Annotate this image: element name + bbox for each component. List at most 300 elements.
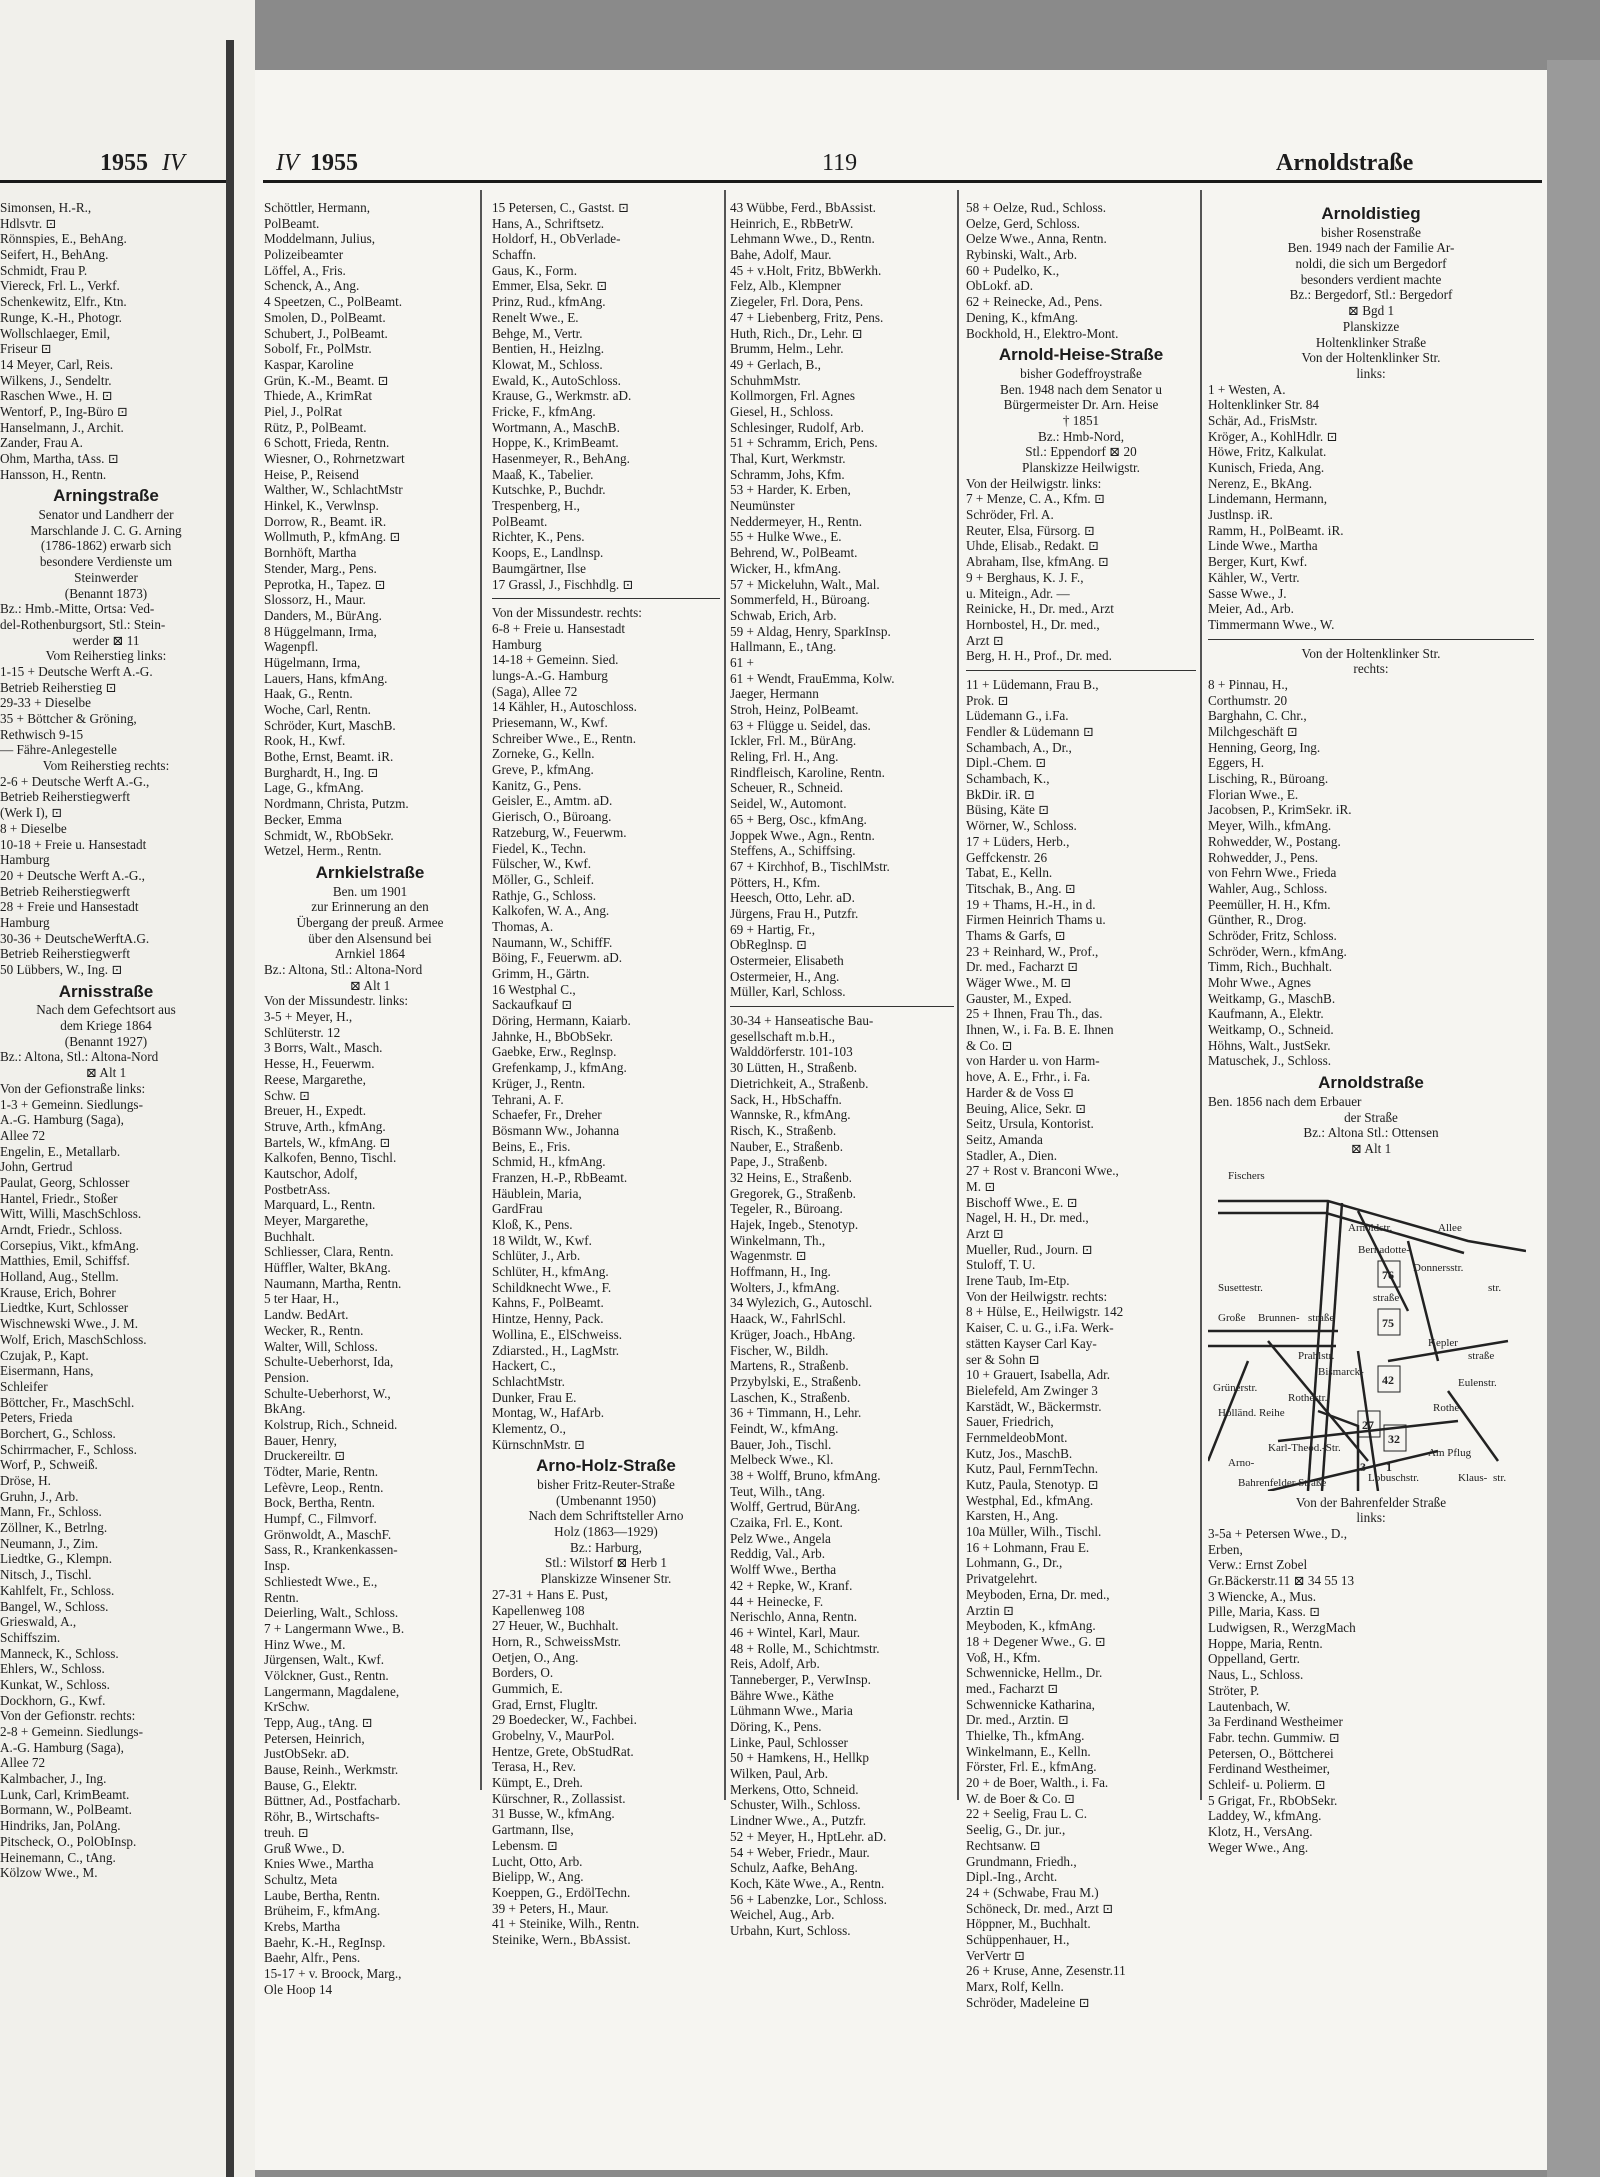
resident-entry: 1-3 + Gemeinn. Siedlungs-	[0, 1096, 143, 1112]
resident-entry: Trespenberg, H.,	[492, 498, 580, 514]
resident-entry: Rohwedder, J., Pens.	[1208, 849, 1319, 865]
resident-entry: PostbetrAss.	[264, 1181, 331, 1197]
resident-entry: Raschen Wwe., H. ⊡	[0, 388, 113, 404]
resident-entry: Manneck, K., Schloss.	[0, 1645, 119, 1661]
resident-entry: 14-18 + Gemeinn. Sied.	[492, 652, 619, 668]
map-label: str.	[1493, 1471, 1507, 1484]
resident-entry: Grönwoldt, A., MaschF.	[264, 1526, 392, 1542]
resident-entry: Klementz, O.,	[492, 1420, 566, 1436]
resident-entry: Bothe, Ernst, Beamt. iR.	[264, 749, 394, 765]
resident-entry: Bause, G., Elektr.	[264, 1777, 358, 1793]
resident-entry: Koeppen, G., ErdölTechn.	[492, 1884, 631, 1900]
resident-entry: Hansson, H., Rentn.	[0, 466, 107, 482]
resident-entry: 4 Speetzen, C., PolBeamt.	[264, 294, 403, 310]
resident-entry: Struve, Arth., kfmAng.	[264, 1118, 386, 1134]
resident-entry: Hoffmann, H., Ing.	[730, 1264, 831, 1280]
resident-entry: Witt, Willi, MaschSchloss.	[0, 1206, 142, 1222]
resident-entry: 30-34 + Hanseatische Bau-	[730, 1013, 874, 1029]
resident-entry: 16 Westphal C.,	[492, 981, 576, 997]
running-head: Arnoldstraße	[1276, 150, 1414, 176]
map-house-number: 76	[1382, 1267, 1394, 1282]
resident-entry: Schulz, Aafke, BehAng.	[730, 1860, 858, 1876]
listing-column-3	[730, 200, 954, 1939]
resident-entry: Tehrani, A. F.	[492, 1091, 564, 1107]
street-note: Planskizze Winsener Str.	[540, 1571, 672, 1587]
resident-entry: Tabat, E., Kelln.	[966, 865, 1053, 881]
map-label: Susettestr.	[1218, 1281, 1263, 1294]
resident-entry: Allee 72	[0, 1127, 46, 1143]
resident-entry: Dr. med., Arztin. ⊡	[966, 1712, 1069, 1728]
resident-entry: Wollina, E., ElSchweiss.	[492, 1326, 623, 1342]
resident-entry: Bartels, W., kfmAng. ⊡	[264, 1134, 391, 1150]
resident-entry: Schröder, Madeleine ⊡	[966, 1994, 1090, 2010]
resident-entry: Wahler, Aug., Schloss.	[1208, 880, 1328, 896]
resident-entry: Beuing, Alice, Sekr. ⊡	[966, 1100, 1087, 1116]
resident-entry: Liedtke, G., Klempn.	[0, 1551, 113, 1567]
resident-entry: Breuer, H., Expedt.	[264, 1103, 367, 1119]
resident-entry: Hüffler, Walter, BkAng.	[264, 1260, 391, 1276]
resident-entry: Bause, Reinh., Werkmstr.	[264, 1762, 399, 1778]
resident-entry: Polizeibeamter	[264, 247, 344, 263]
resident-entry: Urbahn, Kurt, Schloss.	[730, 1922, 851, 1938]
resident-entry: 8 + Pinnau, H.,	[1208, 676, 1288, 692]
resident-entry: 7 + Langermann Wwe., B.	[264, 1620, 405, 1636]
resident-entry: 39 + Peters, H., Maur.	[492, 1900, 609, 1916]
resident-entry: 6 Schott, Frieda, Rentn.	[264, 435, 390, 451]
resident-entry: Förster, Frl. E., kfmAng.	[966, 1759, 1097, 1775]
resident-entry: Lohmann, G., Dr.,	[966, 1555, 1063, 1571]
resident-entry: Titschak, B., Ang. ⊡	[966, 880, 1076, 896]
listing-column-4	[966, 200, 1196, 2010]
resident-entry: Fischer, W., Bildh.	[730, 1342, 829, 1358]
resident-entry: hove, A. E., Frhr., i. Fa.	[966, 1069, 1091, 1085]
resident-entry: lungs-A.-G. Hamburg	[492, 667, 608, 683]
resident-entry: Wolff, Gertrud, BürAng.	[730, 1499, 861, 1515]
resident-entry: Liedtke, Kurt, Schlosser	[0, 1300, 129, 1316]
resident-entry: Marx, Rolf, Kelln.	[966, 1979, 1064, 1995]
resident-entry: Pille, Maria, Kass. ⊡	[1208, 1604, 1321, 1620]
resident-entry: 52 + Meyer, H., HptLehr. aD.	[730, 1828, 887, 1844]
resident-entry: Meyer, Wilh., kfmAng.	[1208, 818, 1332, 834]
street-note: Nach dem Gefechtsort aus	[36, 1002, 176, 1018]
resident-entry: 56 + Labenzke, Lor., Schloss.	[730, 1891, 887, 1907]
street-note: Holtenklinker Straße	[1315, 334, 1427, 350]
resident-entry: Laschen, K., Straßenb.	[730, 1389, 851, 1405]
street-note: dem Kriege 1864	[60, 1018, 152, 1034]
resident-entry: 8 + Dieselbe	[0, 820, 67, 836]
resident-entry: Schwennicke Katharina,	[966, 1696, 1095, 1712]
street-note: Von der Holtenklinker Str.	[1301, 350, 1441, 366]
right-page-tag: IV	[276, 150, 299, 176]
resident-entry: Müller, Karl, Schloss.	[730, 984, 846, 1000]
street-note: Übergang der preuß. Armee	[296, 914, 444, 930]
resident-entry: Petersen, O., Böttcherei	[1208, 1745, 1334, 1761]
section-divider	[966, 670, 1196, 671]
resident-entry: Schröder, Wern., kfmAng.	[1208, 943, 1347, 959]
resident-entry: Uhde, Elisab., Redakt. ⊡	[966, 538, 1100, 554]
resident-entry: 15-17 + v. Broock, Marg.,	[264, 1966, 402, 1982]
resident-entry: Schlüter, J., Arb.	[492, 1248, 581, 1264]
resident-entry: Koch, Käte Wwe., A., Rentn.	[730, 1875, 885, 1891]
resident-entry: 7 + Menze, C. A., Kfm. ⊡	[966, 491, 1105, 507]
resident-entry: Lindner Wwe., A., Putzfr.	[730, 1813, 867, 1829]
street-note: ⊠ Alt 1	[1350, 1140, 1392, 1156]
resident-entry: 5 Grigat, Fr., RbObSekr.	[1208, 1792, 1338, 1808]
resident-entry: Stuloff, T. U.	[966, 1257, 1036, 1273]
resident-entry: Tödter, Marie, Rentn.	[264, 1464, 379, 1480]
resident-entry: 63 + Flügge u. Seidel, das.	[730, 717, 871, 733]
map-house-number: 1	[1386, 1459, 1392, 1474]
resident-entry: Emmer, Elsa, Sekr. ⊡	[492, 278, 608, 294]
resident-entry: Löffel, A., Fris.	[264, 262, 346, 278]
resident-entry: Winkelmann, Th.,	[730, 1232, 826, 1248]
resident-entry: Simonsen, H.-R.,	[0, 200, 92, 215]
resident-entry: KürnschnMstr. ⊡	[492, 1436, 586, 1452]
resident-entry: Bischoff Wwe., E. ⊡	[966, 1194, 1078, 1210]
resident-entry: Kunisch, Frieda, Ang.	[1208, 460, 1325, 476]
resident-entry: Behrend, W., PolBeamt.	[730, 545, 858, 561]
resident-entry: Hoppe, K., KrimBeamt.	[492, 435, 619, 451]
resident-entry: Dening, K., kfmAng.	[966, 309, 1079, 325]
resident-entry: Henning, Georg, Ing.	[1208, 739, 1321, 755]
resident-entry: Matuschek, J., Schloss.	[1208, 1053, 1332, 1069]
resident-entry: Jacobsen, P., KrimSekr. iR.	[1208, 802, 1352, 818]
resident-entry: Ramm, H., PolBeamt. iR.	[1208, 522, 1344, 538]
resident-entry: Heinrich, E., RbBetrW.	[730, 215, 854, 231]
map-label: Klaus-	[1458, 1471, 1488, 1484]
resident-entry: Weger Wwe., Ang.	[1208, 1839, 1309, 1855]
resident-entry: Von der Gefionstr. rechts:	[0, 1708, 136, 1724]
map-house-number: 32	[1388, 1431, 1400, 1446]
resident-entry: Rentn.	[264, 1589, 299, 1605]
resident-entry: 48 + Rolle, M., Schichtmstr.	[730, 1640, 880, 1656]
resident-entry: Druckereiltr. ⊡	[264, 1448, 346, 1464]
resident-entry: Montag, W., HafArb.	[492, 1405, 605, 1421]
resident-entry: 60 + Pudelko, K.,	[966, 262, 1060, 278]
resident-entry: Barghahn, C. Chr.,	[1208, 708, 1307, 724]
resident-entry: Naumann, Martha, Rentn.	[264, 1275, 402, 1291]
resident-entry: Corsepius, Vikt., kfmAng.	[0, 1237, 139, 1253]
resident-entry: Grad, Ernst, Flugltr.	[492, 1696, 598, 1712]
resident-entry: Jürgens, Frau H., Putzfr.	[730, 905, 859, 921]
resident-entry: Schöttler, Hermann,	[264, 200, 371, 215]
resident-entry: Rönnspies, E., BehAng.	[0, 231, 127, 247]
resident-entry: Lage, G., kfmAng.	[264, 780, 364, 796]
street-note: besondere Verdienste um	[39, 554, 173, 570]
resident-entry: Bentien, H., Heizlng.	[492, 341, 605, 357]
resident-entry: Kahns, F., PolBeamt.	[492, 1295, 604, 1311]
street-note: Bürgermeister Dr. Arn. Heise	[1003, 397, 1159, 413]
resident-entry: Schleifer	[0, 1378, 48, 1394]
resident-entry: 25 + Ihnen, Frau Th., das.	[966, 1006, 1103, 1022]
map-label: Prahlstr.	[1298, 1349, 1335, 1362]
resident-entry: Haak, G., Rentn.	[264, 686, 353, 702]
resident-entry: 10-18 + Freie u. Hansestadt	[0, 836, 147, 852]
resident-entry: Hinkel, K., Verwlnsp.	[264, 498, 379, 514]
resident-entry: Rybinski, Walt., Arb.	[966, 247, 1077, 263]
resident-entry: 16 + Lohmann, Frau E.	[966, 1539, 1090, 1555]
resident-entry: Rohwedder, W., Postang.	[1208, 833, 1341, 849]
resident-entry: Milchgeschäft ⊡	[1208, 724, 1298, 740]
resident-entry: Ehlers, W., Schloss.	[0, 1661, 105, 1677]
street-note: (Umbenannt 1950)	[556, 1492, 656, 1508]
resident-entry: Neddermeyer, H., Rentn.	[730, 513, 863, 529]
resident-entry: Günther, R., Drog.	[1208, 912, 1307, 928]
resident-entry: Lindemann, Hermann,	[1208, 491, 1328, 507]
resident-entry: Westphal, Ed., kfmAng.	[966, 1492, 1094, 1508]
resident-entry: Jahnke, H., BbObSekr.	[492, 1028, 613, 1044]
resident-entry: Brumm, Helm., Lehr.	[730, 341, 844, 357]
resident-entry: Peprotka, H., Tapez. ⊡	[264, 576, 386, 592]
resident-entry: Laddey, W., kfmAng.	[1208, 1808, 1322, 1824]
resident-entry: Gr.Bäckerstr.11 ⊠ 34 55 13	[1208, 1573, 1355, 1589]
street-note: über den Alsensund bei	[308, 930, 432, 946]
street-note: Ben. um 1901	[332, 883, 408, 899]
resident-entry: Reis, Adolf, Arb.	[730, 1656, 820, 1672]
book-gutter	[226, 40, 234, 2177]
resident-entry: Baehr, K.-H., RegInsp.	[264, 1934, 386, 1950]
resident-entry: Dr. med., Facharzt ⊡	[966, 959, 1079, 975]
resident-entry: Tegeler, R., Büroang.	[730, 1201, 843, 1217]
resident-entry: Nerischlo, Anna, Rentn.	[730, 1609, 858, 1625]
resident-entry: Winkelmann, E., Kelln.	[966, 1743, 1091, 1759]
resident-entry: 3 Wiencke, A., Mus.	[1208, 1588, 1317, 1604]
resident-entry: Nagel, H. H., Dr. med.,	[966, 1210, 1089, 1226]
resident-entry: Tepp, Aug., tAng. ⊡	[264, 1715, 373, 1731]
resident-entry: Betrieb Reiherstieg ⊡	[0, 679, 117, 695]
resident-entry: Langermann, Magdalene,	[264, 1683, 400, 1699]
resident-entry: Reinicke, H., Dr. med., Arzt	[966, 601, 1114, 617]
resident-entry: Dunker, Frau E.	[492, 1389, 577, 1405]
resident-entry: Borders, O.	[492, 1665, 554, 1681]
resident-entry: Walter, Will, Schloss.	[264, 1338, 378, 1354]
resident-entry: Sackaufkauf ⊡	[492, 997, 573, 1013]
resident-entry: 23 + Reinhard, W., Prof.,	[966, 943, 1099, 959]
resident-entry: Kalkofen, W. A., Ang.	[492, 903, 610, 919]
resident-entry: Risch, K., Straßenb.	[730, 1122, 837, 1138]
resident-entry: Insp.	[264, 1558, 291, 1574]
resident-entry: Stadler, A., Dien.	[966, 1147, 1058, 1163]
map-label: Grünerstr.	[1213, 1381, 1258, 1394]
resident-entry: 29-33 + Dieselbe	[0, 695, 91, 711]
resident-entry: Lauers, Hans, kfmAng.	[264, 670, 388, 686]
resident-entry: Hamburg	[492, 636, 542, 652]
resident-entry: Kutz, Paul, FernmTechn.	[966, 1461, 1099, 1477]
resident-entry: Schär, Ad., FrisMstr.	[1208, 412, 1318, 428]
resident-entry: Gartmann, Ilse,	[492, 1822, 574, 1838]
resident-entry: Voß, H., Kfm.	[966, 1649, 1041, 1665]
resident-entry: Ströter, P.	[1208, 1682, 1260, 1698]
resident-entry: Schenck, A., Ang.	[264, 278, 360, 294]
resident-entry: Harder & de Voss ⊡	[966, 1084, 1074, 1100]
left-page-year: 1955	[100, 150, 148, 176]
resident-entry: Nauber, E., Straßenb.	[730, 1138, 843, 1154]
resident-entry: Fiedel, K., Techn.	[492, 840, 587, 856]
resident-entry: Wollschlaeger, Emil,	[0, 325, 111, 341]
resident-entry: Teut, Wilh., tAng.	[730, 1483, 826, 1499]
resident-entry: Naumann, W., SchiffF.	[492, 934, 613, 950]
resident-entry: Bielipp, W., Ang.	[492, 1869, 584, 1885]
resident-entry: Deierling, Walt., Schloss.	[264, 1605, 399, 1621]
resident-entry: 61 +	[730, 654, 754, 670]
street-note: bisher Rosenstraße	[1321, 224, 1421, 240]
resident-entry: Steffens, A., Schiffsing.	[730, 843, 856, 859]
resident-entry: Reddig, Val., Arb.	[730, 1546, 825, 1562]
resident-entry: Melbeck Wwe., Kl.	[730, 1452, 834, 1468]
resident-entry: Schliesser, Clara, Rentn.	[264, 1244, 394, 1260]
resident-entry: 50 Lübbers, W., Ing. ⊡	[0, 962, 123, 978]
resident-entry: Hoppe, Maria, Rentn.	[1208, 1635, 1323, 1651]
resident-entry: Neumann, J., Zim.	[0, 1535, 99, 1551]
resident-entry: Böttcher, Fr., MaschSchl.	[0, 1394, 135, 1410]
section-divider	[730, 1006, 954, 1007]
resident-entry: 1 + Westen, A.	[1208, 381, 1286, 397]
resident-entry: Bauer, Joh., Tischl.	[730, 1436, 832, 1452]
resident-entry: Schreiber Wwe., E., Rentn.	[492, 730, 637, 746]
resident-entry: 8 + Hülse, E., Heilwigstr. 142	[966, 1304, 1124, 1320]
resident-entry: Becker, Emma	[264, 811, 342, 827]
listing-column-left-page	[0, 200, 212, 1881]
resident-entry: Schambach, K.,	[966, 771, 1050, 787]
resident-entry: Richter, K., Pens.	[492, 529, 585, 545]
resident-entry: KrSchw.	[264, 1699, 310, 1715]
resident-entry: Felz, Alb., Klempner	[730, 278, 841, 294]
resident-entry: 2-8 + Gemeinn. Siedlungs-	[0, 1724, 143, 1740]
street-note: Bz.: Altona Stl.: Ottensen	[1303, 1125, 1439, 1141]
resident-entry: Wischnewski Wwe., J. M.	[0, 1316, 139, 1332]
resident-entry: Schwab, Erich, Arb.	[730, 607, 837, 623]
street-heading: Arno-Holz-Straße	[536, 1456, 676, 1476]
resident-entry: Peters, Frieda	[0, 1410, 73, 1426]
resident-entry: Schlüterstr. 12	[264, 1024, 341, 1040]
resident-entry: Irene Taub, Im-Etp.	[966, 1273, 1070, 1289]
resident-entry: Gruß Wwe., D.	[264, 1840, 345, 1856]
map-label: Bernadotte-	[1358, 1243, 1410, 1256]
resident-entry: Schröder, Frl. A.	[966, 507, 1054, 523]
resident-entry: Przybylski, E., Straßenb.	[730, 1373, 862, 1389]
resident-entry: 6-8 + Freie u. Hansestadt	[492, 620, 626, 636]
resident-entry: Betrieb Reiherstiegwerft	[0, 789, 130, 805]
resident-entry: Schlüter, H., kfmAng.	[492, 1264, 609, 1280]
resident-entry: Baehr, Alfr., Pens.	[264, 1950, 361, 1966]
resident-entry: Timm, Rich., Buchhalt.	[1208, 959, 1333, 975]
resident-entry: Weichel, Aug., Arb.	[730, 1907, 835, 1923]
resident-entry: Heesch, Otto, Lehr. aD.	[730, 890, 855, 906]
resident-entry: Knies Wwe., Martha	[264, 1856, 374, 1872]
map-label: Brunnen-	[1258, 1311, 1300, 1324]
resident-entry: Krause, G., Werkmstr. aD.	[492, 388, 632, 404]
resident-entry: Schirrmacher, F., Schloss.	[0, 1441, 137, 1457]
resident-entry: Schröder, Kurt, MaschB.	[264, 717, 396, 733]
page-edge-shadow	[1547, 60, 1600, 2177]
resident-entry: Oelze Wwe., Anna, Rentn.	[966, 231, 1107, 247]
resident-entry: Schuster, Wilh., Schloss.	[730, 1797, 861, 1813]
map-label: Donnersstr.	[1413, 1261, 1464, 1274]
resident-entry: Grobelny, V., MaurPol.	[492, 1728, 615, 1744]
resident-entry: Kloß, K., Pens.	[492, 1217, 573, 1232]
resident-entry: 58 + Oelze, Rud., Schloss.	[966, 200, 1107, 215]
resident-entry: Hanselmann, J., Archit.	[0, 419, 124, 435]
map-label: straße	[1468, 1349, 1495, 1362]
resident-entry: Krüger, Joach., HbAng.	[730, 1326, 856, 1342]
resident-entry: Stroh, Heinz, PolBeamt.	[730, 702, 859, 717]
map-label: straße	[1373, 1291, 1400, 1304]
resident-entry: Rethwisch 9-15	[0, 726, 84, 742]
street-note: † 1851	[1062, 412, 1100, 428]
resident-entry: Wiesner, O., Rohrnetzwart	[264, 451, 405, 466]
street-heading: Arnisstraße	[58, 981, 154, 1001]
street-note: Stl.: Eppendorf ⊠ 20	[1025, 444, 1137, 460]
resident-entry: Landw. BedArt.	[264, 1307, 349, 1323]
street-note: Arnkiel 1864	[335, 946, 405, 962]
resident-entry: 55 + Hulke Wwe., E.	[730, 529, 842, 545]
resident-entry: Schambach, A., Dr.,	[966, 739, 1072, 755]
street-note: (1786-1862) erwarb sich	[40, 538, 172, 554]
resident-entry: Gierisch, O., Büroang.	[492, 809, 612, 825]
map-house-number: 75	[1382, 1315, 1394, 1330]
resident-entry: Wetzel, Herm., Rentn.	[264, 843, 382, 859]
street-note: Holz (1863—1929)	[554, 1524, 658, 1540]
resident-entry: Kähler, W., Vertr.	[1208, 569, 1300, 585]
map-label: Kepler	[1428, 1336, 1458, 1349]
street-note: Von der Holtenklinker Str.	[1301, 645, 1441, 661]
street-note: ⊠ Alt 1	[349, 977, 391, 993]
resident-entry: Wollmuth, P., kfmAng. ⊡	[264, 529, 401, 545]
resident-entry: Terasa, H., Rev.	[492, 1759, 576, 1775]
resident-entry: Pötters, H., Kfm.	[730, 874, 821, 890]
resident-entry: Wecker, R., Rentn.	[264, 1322, 364, 1338]
resident-entry: Mueller, Rud., Journ. ⊡	[966, 1241, 1093, 1257]
resident-entry: Ratzeburg, W., Feuerwm.	[492, 824, 627, 840]
resident-entry: Schmidt, Frau P.	[0, 262, 88, 278]
map-label: straße	[1308, 1311, 1335, 1324]
resident-entry: Petersen, Heinrich,	[264, 1730, 365, 1746]
resident-entry: Linke, Paul, Schlosser	[730, 1734, 848, 1750]
resident-entry: 51 + Schramm, Erich, Pens.	[730, 435, 878, 451]
map-label: Eulenstr.	[1458, 1376, 1497, 1389]
resident-entry: Peemüller, H. H., Kfm.	[1208, 896, 1331, 912]
resident-entry: Bahe, Adolf, Maur.	[730, 247, 832, 263]
resident-entry: Dockhorn, G., Kwf.	[0, 1692, 106, 1708]
resident-entry: von Harder u. von Harm-	[966, 1053, 1100, 1069]
resident-entry: Koops, E., Landlnsp.	[492, 545, 604, 561]
resident-entry: Eggers, H.	[1208, 755, 1265, 771]
resident-entry: Oetjen, O., Ang.	[492, 1649, 579, 1665]
resident-entry: 62 + Reinecke, Ad., Pens.	[966, 294, 1103, 310]
resident-entry: Bielefeld, Am Zwinger 3	[966, 1382, 1098, 1398]
resident-entry: & Co. ⊡	[966, 1037, 1013, 1053]
map-label: Karl-Theod.-Str.	[1268, 1441, 1341, 1454]
resident-entry: 5 ter Haar, H.,	[264, 1291, 339, 1307]
resident-entry: Joppek Wwe., Agn., Rentn.	[730, 827, 875, 843]
resident-entry: Lunk, Carl, KrimBeamt.	[0, 1786, 130, 1802]
resident-entry: Schubert, J., PolBeamt.	[264, 325, 388, 341]
resident-entry: Hesse, H., Feuerwm.	[264, 1056, 375, 1072]
resident-entry: Bangel, W., Schloss.	[0, 1598, 109, 1614]
resident-entry: Meyboden, K., kfmAng.	[966, 1618, 1096, 1634]
resident-entry: Sommerfeld, H., Büroang.	[730, 592, 870, 608]
resident-entry: Geffckenstr. 26	[966, 849, 1048, 865]
resident-entry: Ickler, Frl. M., BürAng.	[730, 733, 857, 749]
resident-entry: Baumgärtner, Ilse	[492, 560, 586, 576]
resident-entry: John, Gertrud	[0, 1159, 73, 1175]
resident-entry: Hasenmeyer, R., BehAng.	[492, 451, 630, 466]
resident-entry: Wentorf, P., Ing-Büro ⊡	[0, 403, 128, 419]
resident-entry: 14 Meyer, Carl, Reis.	[0, 356, 114, 372]
resident-entry: 28 + Freie und Hansestadt	[0, 899, 139, 915]
resident-entry: Oelze, Gerd, Schloss.	[966, 215, 1080, 231]
resident-entry: 9 + Berghaus, K. J. F.,	[966, 569, 1084, 585]
